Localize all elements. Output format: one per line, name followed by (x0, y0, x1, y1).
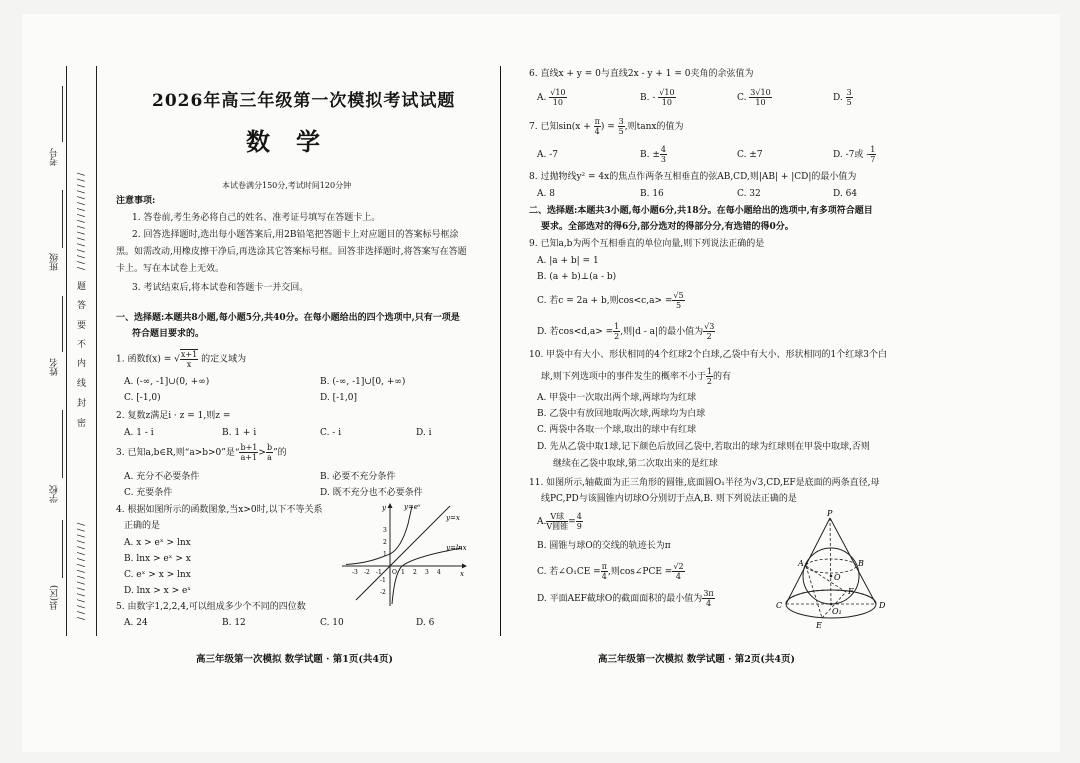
q7-stem: 7. 已知sin(x + $\frac{\pi}{4}$ ) = $\frac{3}{5}$ ,则tanx的值为 (529, 117, 684, 136)
q4-option-b: B. lnx > eˣ > x (124, 554, 191, 564)
blank-class (62, 190, 63, 248)
binding-line-inner (96, 66, 97, 636)
q8-option-d: D. 64 (833, 189, 858, 199)
q1-option-a: A. (-∞, -1]∪(0, +∞) (124, 377, 210, 387)
blank-exam-number (62, 86, 63, 142)
note-2-cont: 黑。如需改动,用橡皮擦干净后,再选涂其它答案标号框。回答非选择题时,将答案写在答题 (116, 247, 467, 257)
q11-option-b: B. 圆锥与球O的交线的轨迹长为π (537, 541, 671, 551)
y-tick: -1 (380, 577, 386, 584)
score-info: 本试卷满分150分,考试时间120分钟 (222, 181, 352, 190)
q9-option-a: A. |a + b| = 1 (537, 256, 599, 266)
q6-option-c: C. $\frac{3√10}{10}$ (737, 88, 771, 107)
q4-stem: 4. 根据如图所示的函数图象,当x>0时,以下不等关系 (116, 505, 323, 515)
y-tick: 3 (383, 527, 387, 534)
section-1-heading-cont: 符合题目要求的。 (132, 329, 205, 339)
q7-option-d: D. -7或 - $\frac{1}{7}$ (833, 145, 876, 164)
y-tick: -2 (380, 589, 386, 596)
q8-option-b: B. 16 (640, 189, 664, 199)
y-tick: 2 (383, 539, 387, 546)
q5-option-c: C. 10 (320, 618, 344, 628)
blank-school (62, 410, 63, 478)
q11-option-d: D. 平面AEF截球O的截面面积的最小值为 $\frac{3\pi}{4}$ (537, 589, 714, 608)
point-o1: O₁ (832, 607, 842, 616)
q9-stem: 9. 已知a,b为两个互相垂直的单位向量,则下列说法正确的是 (529, 239, 765, 249)
q1-option-d: D. [-1,0] (320, 393, 357, 403)
notes-title: 注意事项: (116, 196, 156, 206)
point-f: F (848, 587, 854, 596)
label-school: 学校 (50, 485, 60, 503)
q11-option-a: A. $\frac{\text{V球}}{\text{V圆锥}}$ = $\frac{4}{9}$ (537, 512, 582, 531)
q5-stem: 5. 由数字1,2,2,4,可以组成多少个不同的四位数 (116, 602, 306, 612)
axis-label-x: x (460, 570, 464, 578)
q10-option-d: D. 先从乙袋中取1球,记下颜色后放回乙袋中,若取出的球为红球则在甲袋中取球,否则 (537, 442, 870, 452)
label-county: 县(区) (50, 585, 60, 611)
q6-option-b: B. - $\frac{√10}{10}$ (640, 88, 675, 107)
x-tick: 3 (425, 569, 429, 576)
x-tick: 1 (401, 569, 405, 576)
slash-line-top: / / / / / / / / / / / / / / / / / (77, 172, 87, 270)
q6-stem: 6. 直线x + y = 0与直线2x - y + 1 = 0夹角的余弦值为 (529, 69, 754, 79)
q1-option-c: C. [-1,0) (124, 393, 161, 403)
x-tick: -2 (364, 569, 370, 576)
q10-option-d-cont: 继续在乙袋中取球,第二次取出来的是红球 (553, 459, 718, 469)
q1-stem: 1. 函数f(x) = √ $\frac{x+1}{x}$ 的定义域为 (116, 350, 247, 369)
x-tick: 4 (437, 569, 441, 576)
cut-char: 答 (77, 301, 87, 311)
q4-function-graph (338, 500, 470, 608)
q8-stem: 8. 过抛物线y² = 4x的焦点作两条互相垂直的弦AB,CD,则|AB| + |CD|的最小值为 (529, 172, 857, 182)
page-divider (500, 66, 501, 636)
cut-char: 题 (77, 282, 87, 292)
point-p: P (827, 509, 833, 518)
q5-option-d: D. 6 (416, 618, 435, 628)
q3-option-d: D. 既不充分也不必要条件 (320, 488, 423, 498)
y-tick: 1 (383, 551, 387, 558)
curve-exp (346, 506, 412, 565)
label-class: 班级 (50, 253, 60, 271)
x-tick: -1 (376, 569, 382, 576)
label-ln: y=lnx (446, 544, 467, 552)
note-3: 3. 考试结束后,将本试卷和答题卡一并交回。 (132, 283, 309, 293)
q10-stem-cont: 球,则下列选项中的事件发生的概率不小于 $\frac{1}{2}$ 的有 (541, 367, 731, 386)
q9-option-b: B. (a + b)⊥(a - b) (537, 272, 617, 282)
page-1-footer: 高三年级第一次模拟 数学试题 · 第1页(共4页) (196, 654, 393, 665)
q2-stem: 2. 复数z满足i · z = 1,则z = (116, 411, 231, 421)
x-tick: -3 (352, 569, 358, 576)
q2-option-d: D. i (416, 428, 432, 438)
cut-char: 内 (77, 359, 87, 369)
slash-line-bottom: / / / / / / / / / / / / / / / / / (77, 522, 87, 620)
q4-option-c: C. eˣ > x > lnx (124, 570, 191, 580)
q8-option-c: C. 32 (737, 189, 761, 199)
q6-option-a: A. $\frac{√10}{10}$ (537, 88, 566, 107)
section-1-heading: 一、选择题:本题共8小题,每小题5分,共40分。在每小题给出的四个选项中,只有一项是 (116, 313, 460, 323)
q5-option-a: A. 24 (124, 618, 148, 628)
cone-figure (772, 508, 892, 632)
point-a: A (798, 559, 804, 568)
label-name: 姓名 (50, 358, 60, 376)
blank-county (62, 520, 63, 578)
center-o (830, 575, 833, 578)
q10-option-c: C. 两袋中各取一个球,取出的球中有红球 (537, 425, 697, 435)
x-tick: O (392, 569, 397, 576)
cut-char: 封 (77, 399, 87, 409)
q2-option-c: C. - i (320, 428, 342, 438)
label-exam-number: 考号 (50, 148, 60, 166)
q9-option-c: C. 若c = 2a + b,则cos<c,a> = $\frac{√5}{5}$ (537, 291, 684, 310)
cut-char: 密 (77, 419, 87, 429)
q5-option-b: B. 12 (222, 618, 246, 628)
note-1: 1. 答卷前,考生务必将自己的姓名、准考证号填写在答题卡上。 (132, 213, 381, 223)
q8-option-a: A. 8 (537, 189, 555, 199)
sqrt-fraction: $\frac{x+1}{x}$ (180, 350, 198, 369)
q1-option-b: B. (-∞, -1]∪[0, +∞) (320, 377, 406, 387)
q7-option-b: B. ± $\frac{4}{3}$ (640, 145, 666, 164)
point-e: E (816, 621, 822, 630)
point-c: C (776, 601, 783, 610)
q2-option-b: B. 1 + i (222, 428, 257, 438)
q11-stem-cont: 线PC,PD与该圆锥内切球O分别切于点A,B. 则下列说法正确的是 (541, 494, 797, 504)
q7-option-a: A. -7 (537, 150, 558, 160)
note-2: 2. 回答选择题时,选出每小题答案后,用2B铅笔把答题卡上对应题目的答案标号框涂 (132, 230, 459, 240)
subject-title: 数学 (246, 127, 346, 156)
point-b: B (858, 559, 864, 568)
q7-option-c: C. ±7 (737, 150, 763, 160)
q3-stem: 3. 已知a,b∈R,则“a>b>0”是“ $\frac{b+1}{a+1}$ > $\frac{b}{a}$ ”的 (116, 443, 287, 462)
q4-stem-cont: 正确的是 (124, 521, 161, 531)
sqrt-symbol: √ (174, 354, 180, 365)
q4-option-a: A. x > eˣ > lnx (124, 538, 191, 548)
x-tick: 2 (413, 569, 417, 576)
q3-fraction-2: $\frac{b}{a}$ (266, 443, 273, 462)
line-po1 (830, 518, 831, 604)
note-2-cont2: 卡上。写在本试卷上无效。 (116, 264, 225, 274)
label-yx: y=x (446, 514, 460, 522)
cut-char: 不 (77, 340, 87, 350)
center-o1 (830, 603, 833, 606)
blank-name (62, 296, 63, 352)
q11-option-c: C. 若∠O₁CE = $\frac{\pi}{4}$ ,则cos∠PCE = $\frac{√2}{4}$ (537, 562, 684, 581)
point-o: O (834, 573, 841, 582)
q10-option-b: B. 乙袋中有放回地取两次球,两球均为白球 (537, 409, 706, 419)
q11-stem: 11. 如图所示,轴截面为正三角形的圆锥,底面圆O₁半径为√3,CD,EF是底面的两条直径,母 (529, 478, 880, 488)
curve-ln (392, 548, 462, 604)
q3-fraction-1: $\frac{b+1}{a+1}$ (240, 443, 258, 462)
point-d: D (879, 601, 886, 610)
section-2-heading: 二、选择题:本题共3小题,每小题6分,共18分。在每小题给出的选项中,有多项符合题目 (529, 206, 873, 216)
cut-char: 线 (77, 379, 87, 389)
q6-option-d: D. $\frac{3}{5}$ (833, 88, 852, 107)
cut-char: 要 (77, 321, 87, 331)
label-exp: y=eˣ (404, 503, 421, 511)
axis-label-y: y (382, 504, 386, 512)
q2-option-a: A. 1 - i (124, 428, 154, 438)
q10-stem: 10. 甲袋中有大小、形状相同的4个红球2个白球,乙袋中有大小、形状相同的1个红球3个白 (529, 350, 887, 360)
cone-base-back (786, 590, 876, 604)
exam-title: 2026年高三年级第一次模拟考试试题 (152, 91, 456, 111)
page-2-footer: 高三年级第一次模拟 数学试题 · 第2页(共4页) (598, 654, 795, 665)
q3-option-b: B. 必要不充分条件 (320, 472, 396, 482)
q3-option-c: C. 充要条件 (124, 488, 173, 498)
q4-option-d: D. lnx > x > eˣ (124, 586, 192, 596)
q3-option-a: A. 充分不必要条件 (124, 472, 200, 482)
q9-option-d: D. 若cos<d,a> = $\frac{1}{2}$ ,则|d - a|的最小值为 $\frac{√3}{2}$ (537, 322, 715, 341)
section-2-heading-cont: 要求。全部选对的得6分,部分选对的得部分分,有选错的得0分。 (541, 222, 794, 232)
binding-line-outer (66, 66, 67, 636)
q10-option-a: A. 甲袋中一次取出两个球,两球均为红球 (537, 393, 697, 403)
